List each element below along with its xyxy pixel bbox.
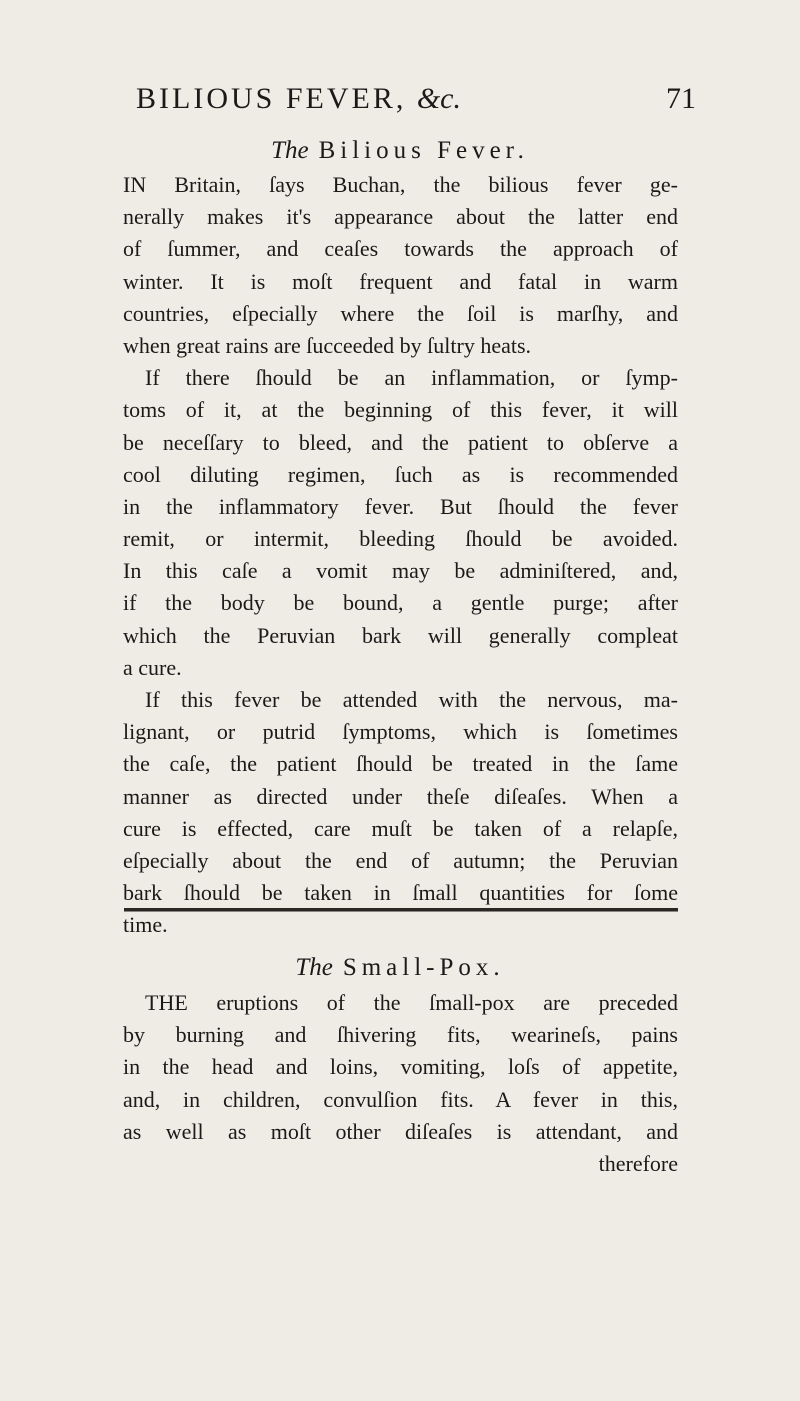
text-line: winter. It is moſt frequent and fatal in warm xyxy=(123,268,678,294)
text-line: In this caſe a vomit may be adminiſtered, and, xyxy=(123,558,678,584)
text-line: If this fever be attended with the nervous, ma- xyxy=(145,687,678,712)
text-line: when great rains are ſucceeded by ſultry heats. xyxy=(123,332,532,358)
page-number: 71 xyxy=(666,82,696,115)
text-line: toms of it, at the beginning of this fever, it will xyxy=(123,397,678,423)
text-line: and, in children, convulſion fits. A fever in this, xyxy=(123,1086,678,1112)
section-title-prefix: The xyxy=(271,137,309,164)
text-line: the caſe, the patient ſhould be treated in the ſame xyxy=(123,751,678,777)
text-line: lignant, or putrid ſymptoms, which is ſometimes xyxy=(123,719,678,745)
text-line: as well as moſt other diſeaſes is attendant, and xyxy=(123,1118,678,1144)
text-line: in the head and loins, vomiting, loſs of appetite, xyxy=(123,1054,678,1080)
section-body-bilious-fever xyxy=(123,169,678,942)
section-body-small-pox xyxy=(123,987,678,1180)
text-line: in the inflammatory fever. But ſhould the fever xyxy=(123,493,678,519)
text-line: a cure. xyxy=(123,654,182,680)
running-head xyxy=(136,82,696,116)
text-line: cure is effected, care muſt be taken of a relapſe, xyxy=(123,815,678,841)
running-head-title: BILIOUS FEVER, xyxy=(136,82,407,115)
text-line: time. xyxy=(123,912,168,938)
section-title-text: Small-Pox. xyxy=(342,954,505,981)
section-title-bilious-fever xyxy=(0,137,800,165)
text-line: cool diluting regimen, ſuch as is recommended xyxy=(123,461,678,487)
text-line: by burning and ſhivering fits, wearineſs, pains xyxy=(123,1022,678,1048)
text-line: be neceſſary to bleed, and the patient to obſerve a xyxy=(123,429,678,455)
section-title-small-pox xyxy=(0,954,800,982)
text-line: which the Peruvian bark will generally compleat xyxy=(123,622,678,648)
text-line: remit, or intermit, bleeding ſhould be avoided. xyxy=(123,526,678,552)
section-title-text: Bilious Fever. xyxy=(318,137,529,164)
section-divider xyxy=(124,908,678,912)
text-line: If there ſhould be an inflammation, or ſymp- xyxy=(145,365,678,391)
text-line: manner as directed under theſe diſeaſes. When a xyxy=(123,783,678,809)
text-line: if the body be bound, a gentle purge; after xyxy=(123,590,678,616)
text-line: nerally makes it's appearance about the latter end xyxy=(123,204,678,230)
text-line: of ſummer, and ceaſes towards the approach of xyxy=(123,236,678,262)
text-line: bark ſhould be taken in ſmall quantities for ſome xyxy=(123,880,678,906)
section-title-prefix: The xyxy=(295,954,333,981)
text-line: countries, eſpecially where the ſoil is marſhy, and xyxy=(123,300,678,326)
text-line: eſpecially about the end of autumn; the Peruvian xyxy=(123,847,678,873)
text-line: THE eruptions of the ſmall-pox are preceded xyxy=(145,990,678,1015)
text-line: IN Britain, ſays Buchan, the bilious fever ge- xyxy=(123,172,678,197)
catchword: therefore xyxy=(598,1150,678,1176)
running-head-etc: &c. xyxy=(416,82,461,115)
